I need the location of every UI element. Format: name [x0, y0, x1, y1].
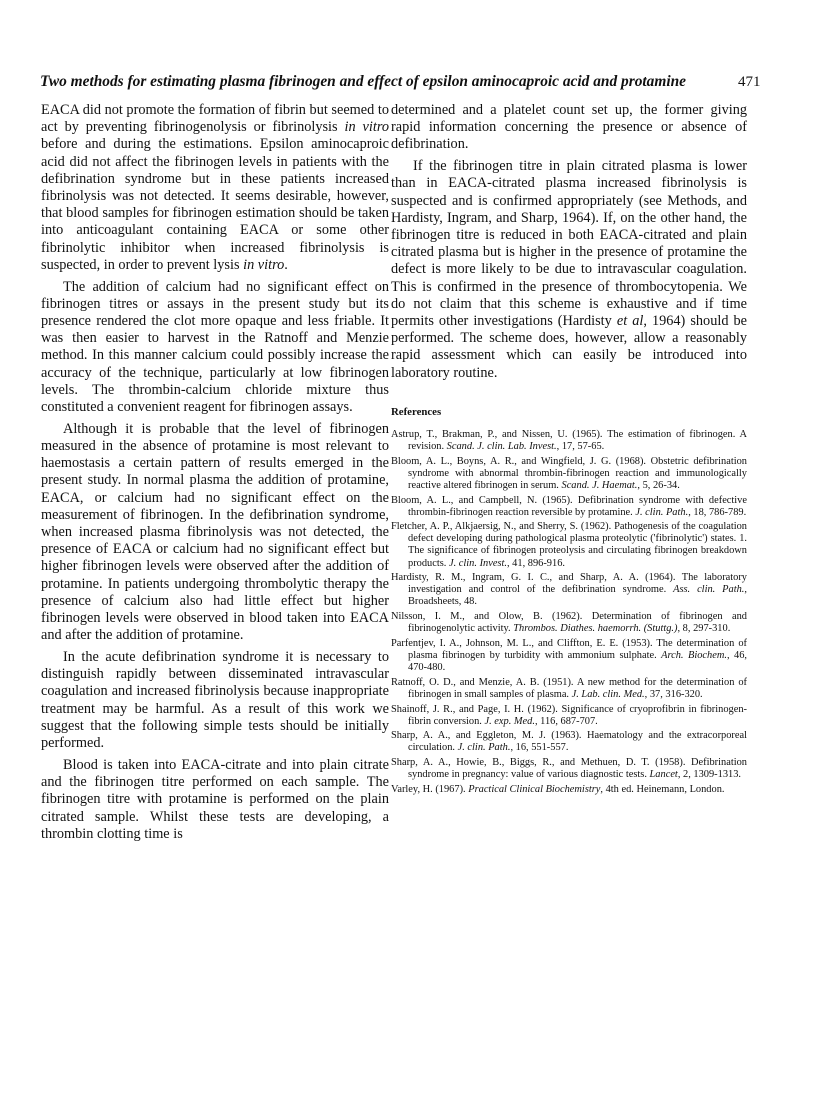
- reference-journal: J. Lab. clin. Med.: [571, 688, 645, 700]
- reference-text: Fletcher, A. P., Alkjaersig, N., and Sherry, S. (1962). Pathogenesis of the coagulation defect developing during pathological plasma proteolytic ('fibrinolytic') states. 1. The significance of fibrinogen proteolysis and circulating fibrinogen breakdown products.: [391, 521, 747, 569]
- reference-journal: Thrombos. Diathes. haemorrh. (Stuttg.): [513, 623, 678, 635]
- reference-citation: , Broadsheets, 48.: [408, 584, 747, 608]
- reference-item: [391, 784, 747, 796]
- reference-citation: , 16, 551-557.: [510, 742, 569, 754]
- page-number: 471: [738, 74, 761, 90]
- reference-citation: , 2, 1309-1313.: [677, 769, 742, 781]
- paragraph-defibrination: In the acute defibrination syndrome it is necessary to distinguish rapidly between disseminated intravascular coagulation and increased fibrinolysis because inappropriate treatment may be harmful. As a result of this work we suggest that the following simple tests should be initially performed.: [41, 649, 389, 752]
- reference-citation: , 18, 786-789.: [688, 506, 747, 518]
- reference-citation: , 46, 470-480.: [408, 650, 747, 674]
- paragraph-thrombin-time: determined and a platelet count set up, the former giving rapid information concerning the presence or absence of defibrination.: [391, 102, 747, 153]
- reference-text: Varley, H. (1967).: [391, 783, 469, 795]
- reference-item: [391, 456, 747, 492]
- reference-citation: , 37, 316-320.: [644, 688, 703, 700]
- reference-journal: Arch. Biochem.: [661, 650, 727, 661]
- reference-text: Hardisty, R. M., Ingram, G. I. C., and Sharp, A. A. (1964). The laboratory investigation and control of the defibrination syndrome.: [391, 572, 747, 596]
- reference-citation: , 17, 57-65.: [556, 440, 605, 452]
- reference-text: Sharp, A. A., and Eggleton, M. J. (1963). Haematology and the extracorporeal circulation.: [391, 730, 747, 754]
- reference-item: [391, 704, 747, 728]
- paragraph-fibrinogen-titre: If the fibrinogen titre in plain citrated plasma is lower than in EACA-citrated plasma increased fibrinolysis is suspected and is confirmed appropriately (see Methods, and Hardisty, Ingram, and Sharp, 1964). If, on the other hand, the fibrinogen titre is reduced in both EACA-citrated and plain citrated plasma but is higher in the presence of protamine the defect is more likely to be due to intravascular coagulation. This is confirmed in the presence of thrombocytopenia. We do not claim that this scheme is exhaustive and if time permits other investigations (Hardisty et al, 1964) should be performed. The scheme does, however, allow a reasonably rapid assessment which can easily be introduced into laboratory routine.: [391, 158, 747, 381]
- paragraph-calcium: The addition of calcium had no significant effect on fibrinogen titres or assays in the present study but its presence rendered the clot more opaque and less friable. It was then easier to harvest in the Ratnoff and Menzie method. In this manner calcium could possibly increase the accuracy of the technique, particularly at low fibrinogen levels. The thrombin-calcium chloride mixture thus constituted a convenient reagent for fibrinogen assays.: [41, 278, 389, 416]
- left-column: [41, 102, 389, 848]
- reference-journal: Practical Clinical Biochemistry: [468, 783, 601, 795]
- reference-journal: Ass. clin. Path.: [673, 584, 745, 596]
- reference-item: [391, 730, 747, 754]
- reference-citation: , 116, 687-707.: [534, 715, 598, 727]
- reference-item: [391, 521, 747, 569]
- reference-text: Shainoff, J. R., and Page, I. H. (1962). Significance of cryoprofibrin in fibrinogen-fibrin conversion.: [391, 703, 747, 727]
- running-title: Two methods for estimating plasma fibrinogen and effect of epsilon aminocaproic acid and protamine: [40, 73, 686, 90]
- reference-journal: J. clin. Invest.: [448, 557, 507, 569]
- reference-item: [391, 611, 747, 635]
- reference-journal: J. exp. Med.: [484, 715, 535, 727]
- reference-item: [391, 429, 747, 453]
- reference-journal: Scand. J. clin. Lab. Invest.: [446, 440, 557, 452]
- reference-item: [391, 572, 747, 608]
- paragraph-eaca: EACA did not promote the formation of fibrin but seemed to act by preventing fibrinogenolysis or fibrinolysis in vitro before and during the estimations. Epsilon aminocaproic acid did not affect the fibrinogen levels in patients with the defibrination syndrome but in these patients increased fibrinolysis was not detected. It seems desirable, however, that blood samples for fibrinogen estimation should be taken into anticoagulant containing EACA or some other fibrinolytic inhibitor when increased fibrinolysis is suspected, in order to prevent lysis in vitro.: [41, 102, 389, 273]
- reference-item: [391, 677, 747, 701]
- reference-text: Ratnoff, O. D., and Menzie, A. B. (1951). A new method for the determination of fibrinogen in small samples of plasma.: [391, 676, 747, 700]
- reference-citation: , 5, 26-34.: [637, 479, 680, 491]
- reference-text: Nilsson, I. M., and Olow, B. (1962). Determination of fibrinogen and fibrinogenolytic activity.: [391, 611, 747, 635]
- reference-text: Parfentjev, I. A., Johnson, M. L., and Cliffton, E. E. (1953). The determination of plasma fibrinogen by turbidity with ammonium sulphate.: [391, 637, 747, 661]
- paragraph-blood-tests: Blood is taken into EACA-citrate and into plain citrate and the fibrinogen titre performed on each sample. The fibrinogen titre with protamine is performed on the plain citrated sample. Whilst these tests are developing, a thrombin clotting time is: [41, 756, 389, 842]
- reference-citation: , 4th ed. Heinemann, London.: [600, 783, 725, 795]
- reference-list: [391, 429, 747, 796]
- reference-citation: , 41, 896-916.: [506, 557, 565, 569]
- paragraph-protamine: Although it is probable that the level of fibrinogen measured in the absence of protamine is most relevant to haemostasis a certain pattern of results emerged in the present study. In normal plasma the addition of protamine, EACA, or calcium had no significant effect on the measurement of fibrinogen. In the defibrination syndrome, when increased plasma fibrinolysis was not detected, the presence of EACA or calcium had no significant effect but higher fibrinogen levels were observed after the addition of protamine. In patients undergoing thrombolytic therapy the presence of calcium also had little effect but higher fibrinogen levels were observed in blood taken into EACA and after the addition of protamine.: [41, 420, 389, 644]
- reference-text: Bloom, A. L., Boyns, A. R., and Wingfield, J. G. (1968). Obstetric defibrination syndrome with abnormal thrombin-fibrinogen reaction and immunologically reactive altered fibrinogen in serum.: [391, 455, 747, 491]
- reference-text: Bloom, A. L., and Campbell, N. (1965). Defibrination syndrome with defective thrombin-fibrinogen reaction reversible by protamine.: [391, 494, 747, 518]
- reference-text: Astrup, T., Brakman, P., and Nissen, U. (1965). The estimation of fibrinogen. A revision.: [391, 428, 747, 452]
- reference-citation: , 8, 297-310.: [677, 623, 731, 635]
- reference-text: Sharp, A. A., Howie, B., Biggs, R., and Methuen, D. T. (1958). Defibrination syndrome in pregnancy: value of various diagnostic tests.: [391, 757, 747, 781]
- right-column: [391, 102, 747, 799]
- references-heading: References: [391, 405, 442, 418]
- reference-journal: J. clin. Path.: [457, 742, 511, 754]
- reference-journal: Lancet: [649, 769, 678, 781]
- reference-journal: J. clin. Path.: [635, 506, 689, 518]
- reference-item: [391, 495, 747, 519]
- reference-item: [391, 638, 747, 674]
- reference-item: [391, 757, 747, 781]
- reference-journal: Scand. J. Haemat.: [561, 479, 638, 491]
